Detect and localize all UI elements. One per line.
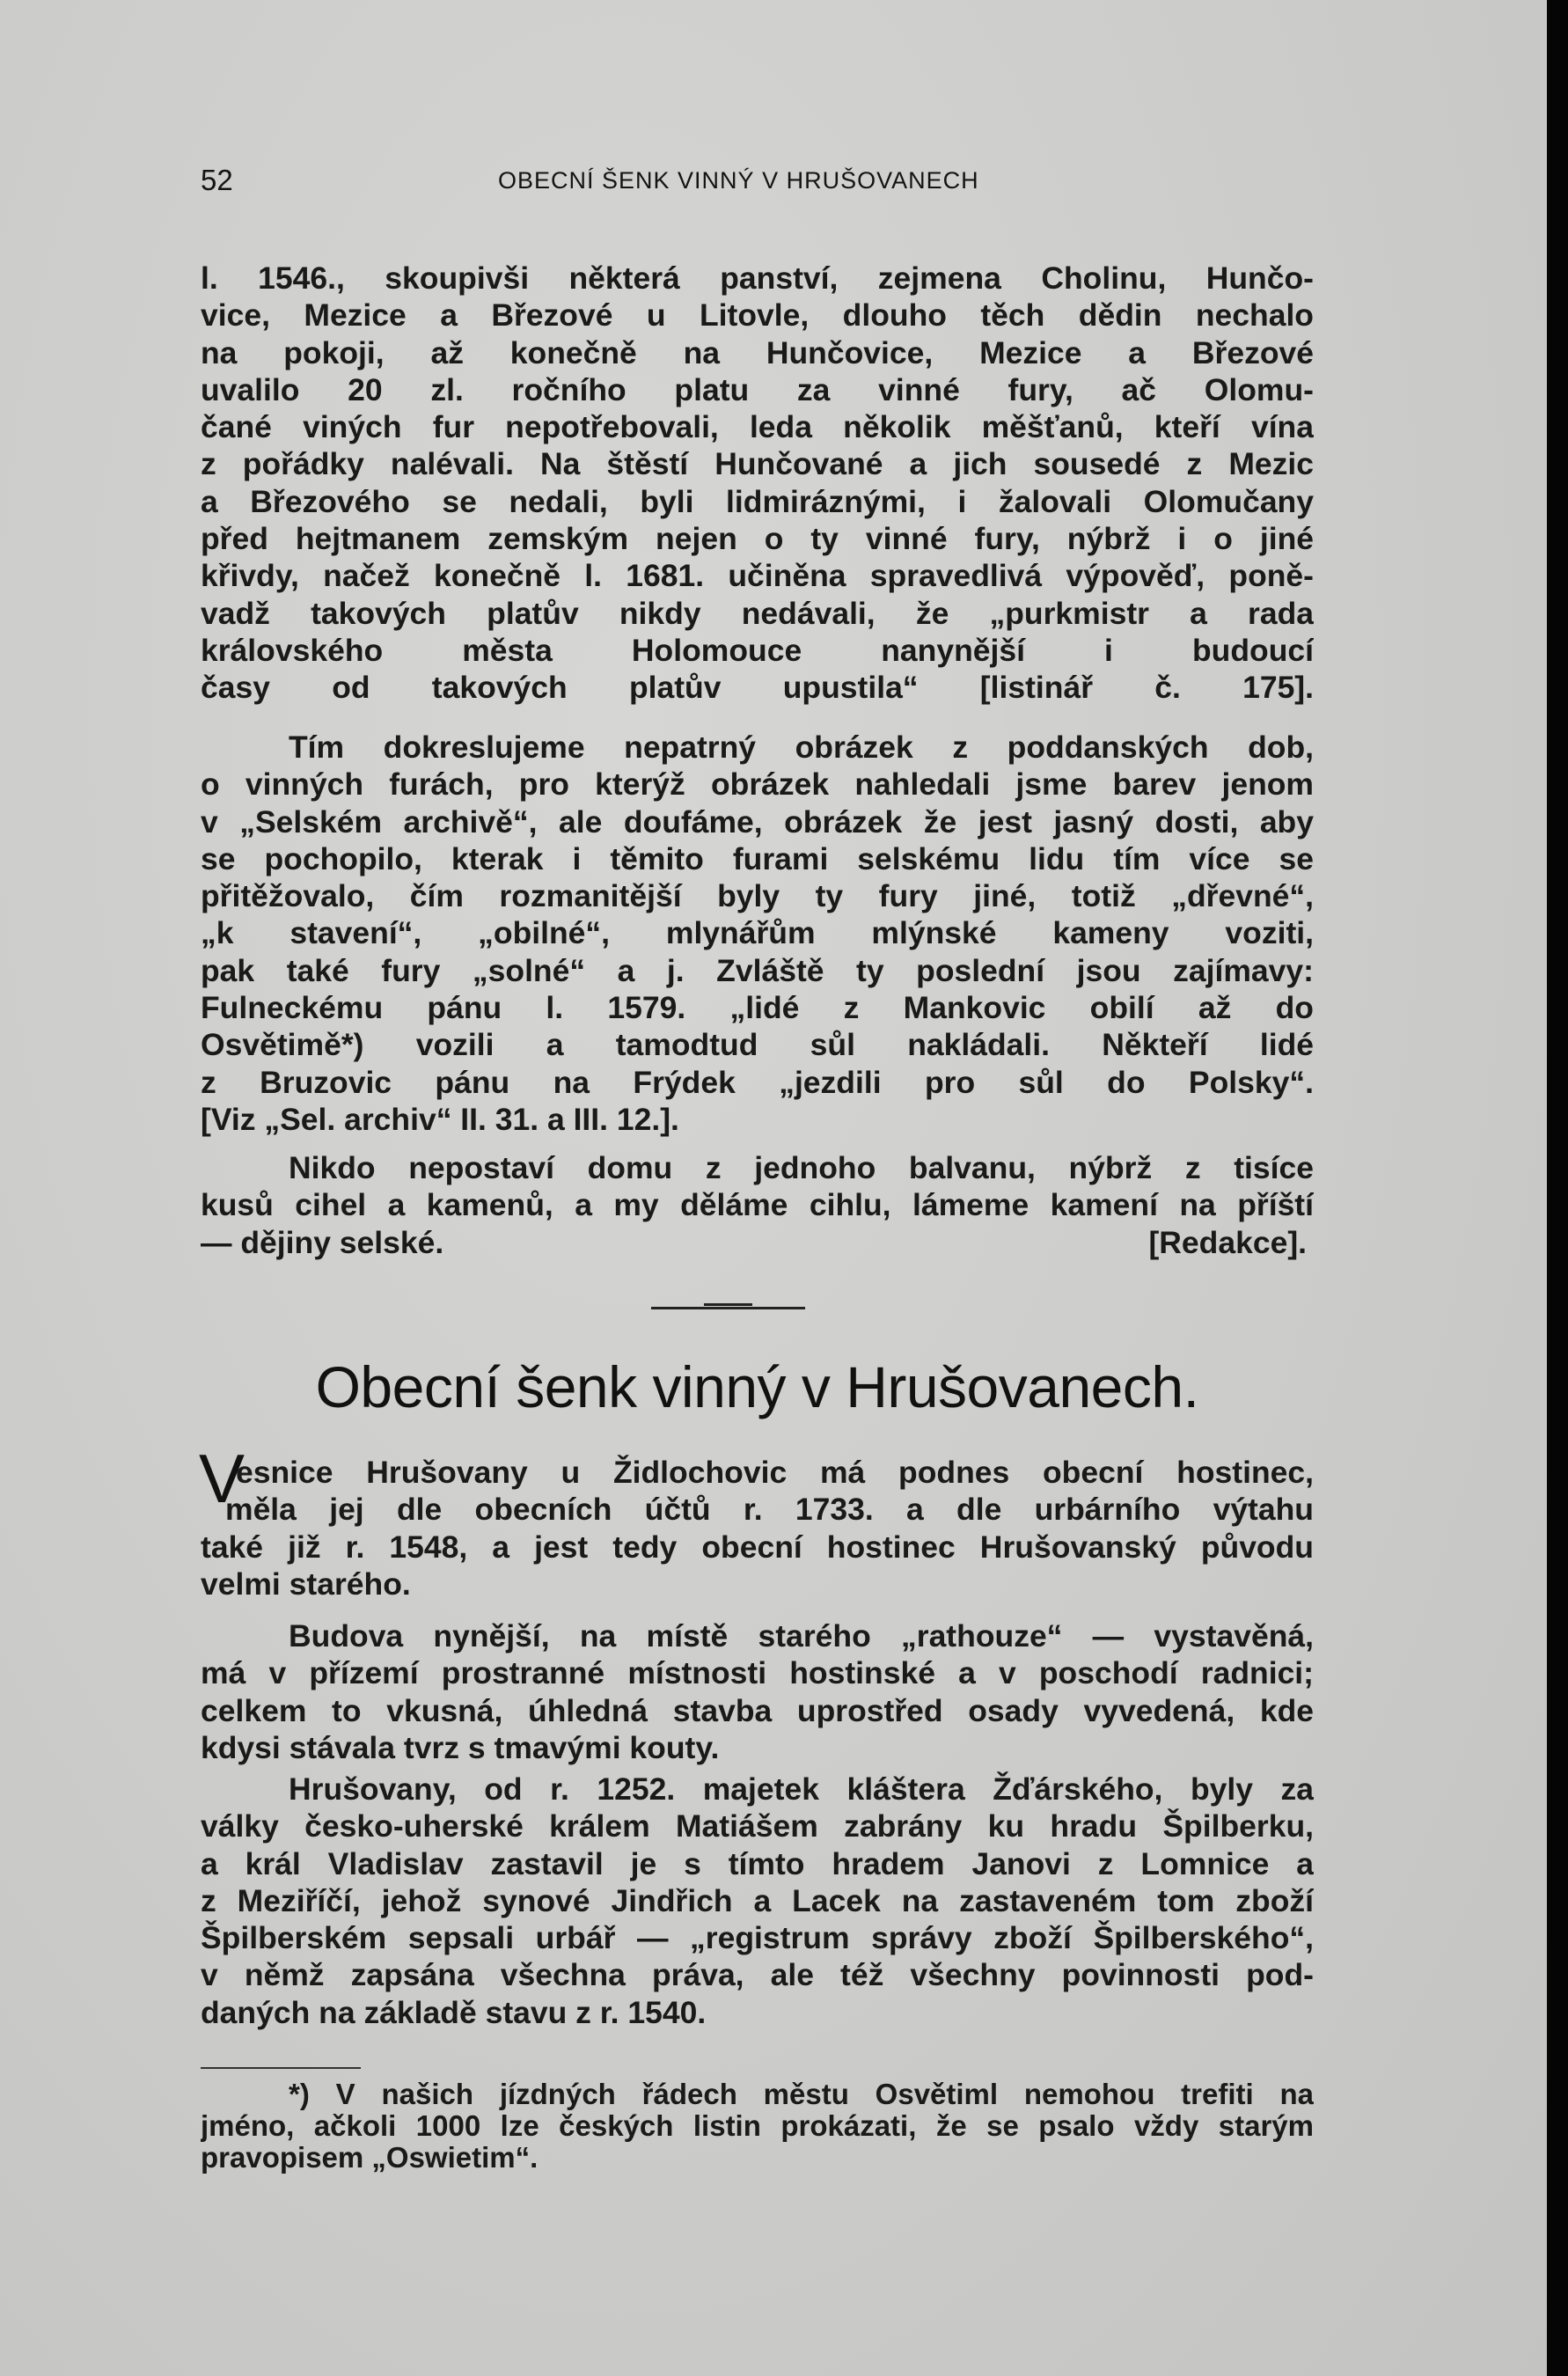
footnote-line: jméno, ačkoli 1000 lze českých listin prokázati, že se psalo vždy starým (201, 2110, 1314, 2142)
text-line: — dějiny selské. (201, 1224, 444, 1260)
text-line: uvalilo 20 zl. ročního platu za vinné fury, ač Olomu- (201, 371, 1314, 407)
text-line: Budova nynější, na místě starého „rathouze“ — vystavěná, (289, 1618, 1314, 1654)
text-line: [Viz „Sel. archiv“ II. 31. a III. 12.]. (201, 1101, 679, 1137)
text-line: o vinných furách, pro kterýž obrázek nahledali jsme barev jenom (201, 766, 1314, 803)
text-line: a Březového se nedali, byli lidmiráznými, i žalovali Olomučany (201, 483, 1314, 519)
article-title: Obecní šenk vinný v Hrušovanech. (315, 1354, 1199, 1419)
text-line: a král Vladislav zastavil je s tímto hradem Janovi z Lomnice a (201, 1845, 1314, 1881)
paragraph-commentary (201, 729, 1314, 1138)
text-line: pak také fury „solné“ a j. Zvláště ty poslední jsou zajímavy: (201, 952, 1314, 988)
text-line: Špilberském sepsali urbář — „registrum správy zboží Špilberského“, (201, 1920, 1314, 1956)
text-line: celkem to vkusná, úhledná stavba uprostřed osady vyvedená, kde (201, 1692, 1314, 1728)
drop-cap: V (199, 1440, 245, 1517)
editorial-signature: [Redakce]. (1148, 1224, 1307, 1260)
text-line: se pochopilo, kterak i těmito furami selskému lidu tím více se (201, 840, 1314, 876)
text-line: vadž takových platův nikdy nedávali, že „purkmistr a rada (201, 595, 1314, 631)
article-paragraph-1 (201, 1454, 1314, 1602)
text-line: války česko-uherské králem Matiášem zabrány ku hradu Špilberku, (201, 1808, 1314, 1844)
text-line: z Bruzovic pánu na Frýdek „jezdili pro sůl do Polsky“. (201, 1064, 1314, 1100)
text-line: daných na základě stavu z r. 1540. (201, 1994, 707, 2030)
text-line: Tím dokreslujeme nepatrný obrázek z poddanských dob, (289, 730, 1314, 765)
text-line: přitěžovalo, čím rozmanitější byly ty fury jiné, totiž „dřevné“, (201, 878, 1314, 914)
paragraph-continuation (201, 260, 1314, 707)
text-line: křivdy, načež konečně l. 1681. učiněna spravedlivá výpověď, poně- (201, 558, 1314, 594)
section-divider-accent (704, 1303, 752, 1306)
text-line: kusů cihel a kamenů, a my děláme cihlu, lámeme kamení na příští (201, 1187, 1314, 1223)
footnote (201, 2079, 1314, 2174)
text-line: také již r. 1548, a jest tedy obecní hostinec Hrušovanský původu (201, 1529, 1314, 1565)
text-line: časy od takových platův upustila“ [listinář č. 175]. (201, 670, 1314, 706)
text-line: čané viných fur nepotřebovali, leda několik měšťanů, kteří vína (201, 409, 1314, 445)
text-line: z Meziříčí, jehož synové Jindřich a Lacek na zastaveném tom zboží (201, 1882, 1314, 1918)
article-paragraph-3 (201, 1771, 1314, 2031)
section-divider (651, 1307, 805, 1309)
text-line: královského města Holomouce nanynější i budoucí (201, 632, 1314, 668)
text-line: z pořádky nalévali. Na štěstí Hunčované a jich sousedé z Mezic (201, 446, 1314, 482)
text-line: má v přízemí prostranné místnosti hostinské a v poschodí radnici; (201, 1655, 1314, 1691)
text-line: v němž zapsána všechna práva, ale též všechny povinnosti pod- (201, 1957, 1314, 1993)
text-line: esnice Hrušovany u Židlochovic má podnes obecní hostinec, (236, 1455, 1314, 1490)
text-line: na pokoji, až konečně na Hunčovice, Mezice a Březové (201, 334, 1314, 370)
footnote-line: *) V našich jízdných řádech městu Osvětiml nemohou trefiti na (289, 2079, 1314, 2110)
footnote-line: pravopisem „Oswietim“. (201, 2142, 539, 2174)
running-title: OBECNÍ ŠENK VINNÝ V HRUŠOVANECH (498, 167, 979, 194)
page-number: 52 (201, 164, 233, 196)
page-header (201, 164, 1314, 202)
text-line-with-signature (201, 1224, 1314, 1261)
text-line: velmi starého. (201, 1566, 411, 1602)
text-line: kdysi stávala tvrz s tmavými kouty. (201, 1729, 720, 1765)
text-line: vice, Mezice a Březové u Litovle, dlouho těch dědin nechalo (201, 297, 1314, 334)
paragraph-editorial (201, 1149, 1314, 1261)
text-line: Nikdo nepostaví domu z jednoho balvanu, nýbrž z tisíce (289, 1150, 1314, 1185)
scan-edge (1547, 0, 1568, 2376)
text-line: l. 1546., skoupivši některá panství, zejmena Cholinu, Hunčo- (201, 260, 1314, 296)
text-line: měla jej dle obecních účtů r. 1733. a dle urbárního výtahu (225, 1492, 1314, 1528)
text-line: „k stavení“, „obilné“, mlynářům mlýnské kameny voziti, (201, 915, 1314, 951)
article-paragraph-2 (201, 1617, 1314, 1766)
text-line: Osvětimě*) vozili a tamodtud sůl nakládali. Někteří lidé (201, 1027, 1314, 1063)
footnote-rule (201, 2067, 361, 2069)
text-line: před hejtmanem zemským nejen o ty vinné fury, nýbrž i o jiné (201, 521, 1314, 557)
text-line: Hrušovany, od r. 1252. majetek kláštera Žďárského, byly za (289, 1771, 1314, 1807)
text-line: Fulneckému pánu l. 1579. „lidé z Mankovic obilí až do (201, 990, 1314, 1026)
text-line: v „Selském archivě“, ale doufáme, obrázek že jest jasný dosti, aby (201, 803, 1314, 840)
